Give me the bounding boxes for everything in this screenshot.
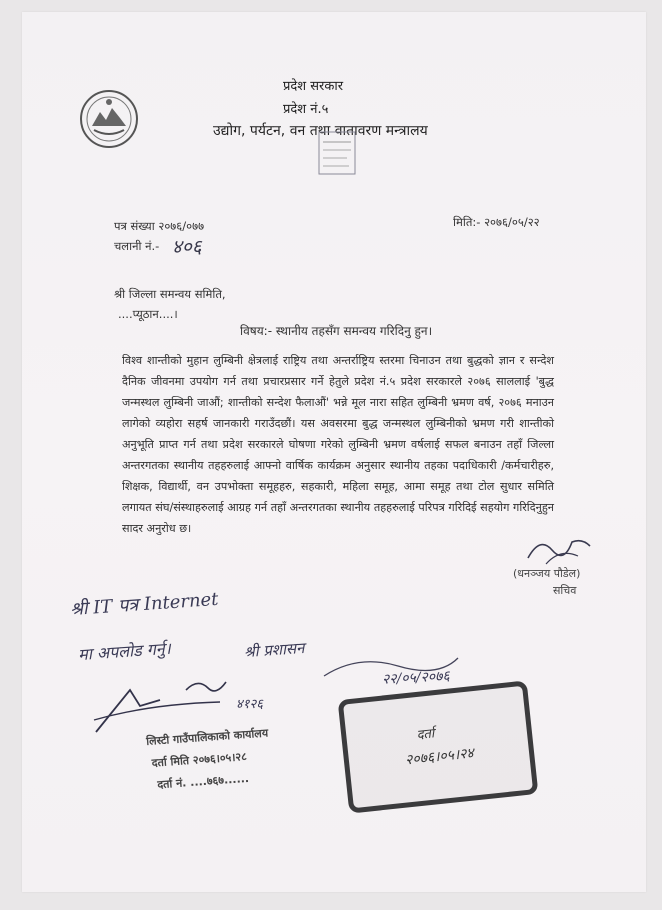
handwritten-date: २२/०५/२०७६ <box>381 668 451 688</box>
stamp-office-name: लिस्टी गाउँपालिकाको कार्यालय <box>145 726 269 748</box>
handwritten-note-line2: मा अपलोड गर्नु। <box>77 638 172 665</box>
handwritten-note-line3: श्री प्रशासन <box>243 638 305 662</box>
signature-icon <box>520 528 600 568</box>
signatory-name: (धनञ्जय पौडेल) <box>513 567 581 580</box>
registration-stamp-left <box>145 716 320 810</box>
registration-stamp-right <box>338 680 539 813</box>
stamp-right-date: २०७६।०५।२४ <box>404 745 475 769</box>
letter-date: मिति:- २०७६/०५/२२ <box>453 215 540 229</box>
header-line1: प्रदेश सरकार <box>283 79 344 94</box>
stamp-registration-date: दर्ता मिति २०७६।०५।२८ <box>151 750 248 770</box>
signatory-title: सचिव <box>553 584 577 597</box>
recipient-place: ....प्यूठान....। <box>118 307 178 321</box>
office-seal-icon <box>317 130 357 176</box>
dispatch-number: ४०६ <box>172 236 202 258</box>
letter-body: विश्व शान्तीको मुहान लुम्बिनी क्षेत्रलाई राष्ट्रिय तथा अन्तर्राष्ट्रिय स्तरमा चिनाउन तथा बुद्धको ज्ञान र सन्देश दैनिक जीवनमा उपयोग गर्न तथा प्रचारप्रसार गर्ने हेतुले प्रदेश नं.५ प्रदेश सरकारले २०७६ साललाई 'बुद्ध जन्मस्थल लुम्बिनी जाऔं; शान्तीको सन्देश फैलाऔं' भन्ने मूल नारा सहित लुम्बिनी भ्रमण वर्ष, २०७६ मनाउन लागेको व्यहोरा सहर्ष जानकारी गराउँदछौं। यस अवसरमा बुद्ध जन्मस्थल लुम्बिनीको भ्रमण गरी शान्तीको अनुभूति प्राप्त गर्न तथा प्रदेश सरकारले घोषणा गरेको लुम्बिनी भ्रमण वर्षलाई सफल बनाउन तहाँ जिल्ला अन्तरगतका स्थानीय तहहरुलाई आफ्नो वार्षिक कार्यक्रम अनुसार स्थानीय तहका पदाधिकारी /कर्मचारीहरु, शिक्षक, विद्यार्थी, वन उपभोक्ता समूहहरु, सहकारी, महिला समूह, आमा समूह तथा टोल सुधार समिति लगायत संघ/संस्थाहरुलाई आग्रह गर्न तहाँ अन्तरगतका स्थानीय तहहरुलाई परिपत्र गरिदिई सहयोग गरिदिनुहुन सादर अनुरोध छ। <box>122 354 554 535</box>
receiver-scribble-icon <box>318 648 468 688</box>
handwritten-number: ४१२६ <box>236 697 264 712</box>
dispatch-label: चलानी नं.- <box>114 239 160 253</box>
recipient-name: श्री जिल्ला समन्वय समिति, <box>114 287 226 301</box>
handwritten-note-line1: श्री IT पत्र Internet <box>69 588 220 621</box>
stamp-right-label: दर्ता <box>415 726 436 744</box>
header-ministry: उद्योग, पर्यटन, वन तथा वातावरण मन्त्रालय <box>213 123 428 139</box>
reference-number: पत्र संख्या २०७६/०७७ <box>114 219 205 233</box>
subject-line: विषय:- स्थानीय तहसँग समन्वय गरिदिनु हुन। <box>240 324 433 338</box>
stamp-registration-number: दर्ता नं. ....७६७...... <box>156 771 250 792</box>
nepal-emblem-icon <box>78 88 140 150</box>
header-line2: प्रदेश नं.५ <box>283 102 329 117</box>
